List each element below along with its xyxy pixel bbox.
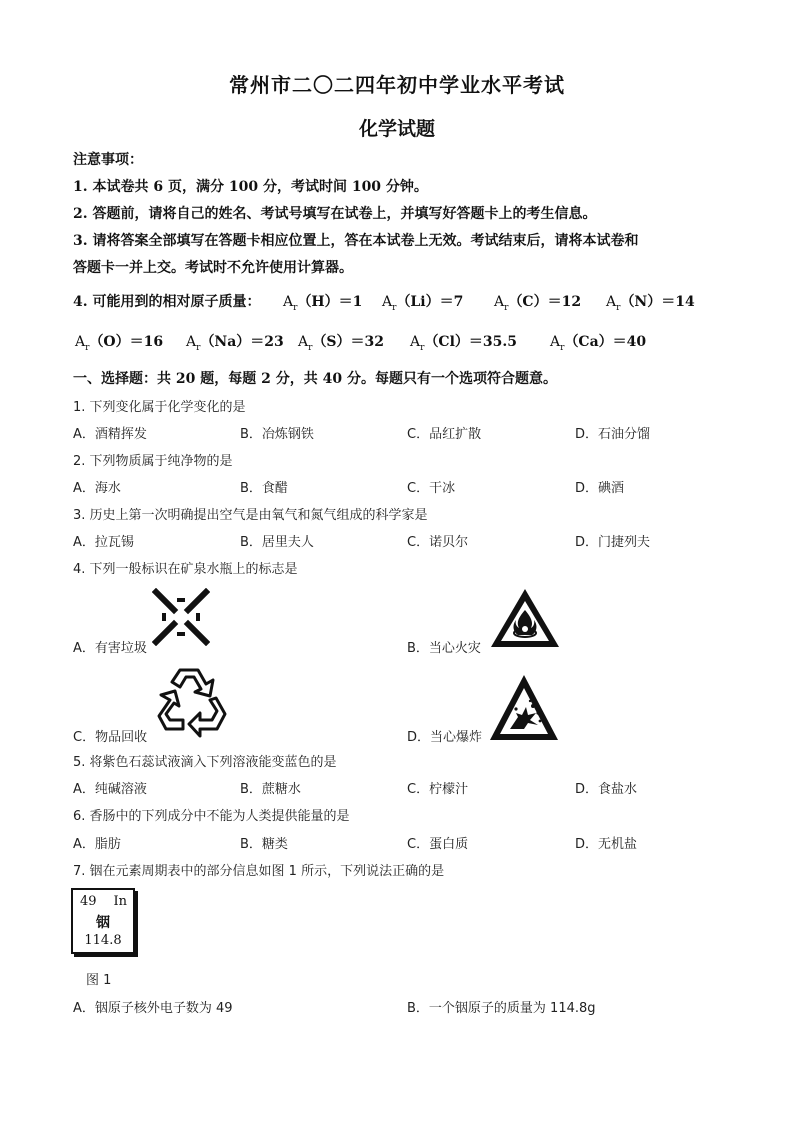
option-c: C．品红扩散 (407, 427, 482, 442)
atomic-number: 49 (80, 894, 97, 909)
option-b: B．冶炼钢铁 (240, 427, 314, 442)
option-d: D．碘酒 (575, 481, 625, 496)
exam-title: 常州市二〇二四年初中学业水平考试 (229, 73, 565, 97)
element-name: 铟 (96, 915, 110, 931)
option-a: A．拉瓦锡 (73, 535, 134, 550)
option-a: A．纯碱溶液 (73, 782, 147, 797)
option-d: D．石油分馏 (575, 427, 651, 442)
note-item: 答题卡一并上交。考试时不允许使用计算器。 (73, 260, 353, 276)
figure-caption: 图 1 (86, 973, 112, 988)
question-stem: 6. 香肠中的下列成分中不能为人类提供能量的是 (73, 809, 350, 824)
option-d: D．食盐水 (575, 782, 638, 797)
element-symbol: In (113, 894, 127, 909)
exam-subtitle: 化学试题 (358, 118, 435, 140)
atomic-mass: $A_r(Ca)=40$ (550, 334, 647, 353)
question-stem: 5. 将紫色石蕊试液滴入下列溶液能变蓝色的是 (73, 755, 337, 770)
recycle-icon (150, 662, 232, 738)
atomic-mass: $A_r(N)=14$ (606, 294, 695, 313)
option-a: A．脂肪 (73, 837, 121, 852)
atomic-mass-value: 114.8 (84, 933, 122, 948)
atomic-mass: $A_r(Li)=7$ (382, 294, 464, 313)
atomic-mass: $A_r(C)=12$ (494, 294, 582, 313)
option-c: C．诺贝尔 (407, 535, 469, 550)
option-b: B．蔗糖水 (240, 782, 301, 797)
option-c: C．干冰 (407, 481, 456, 496)
atomic-mass: $A_r(S)=32$ (298, 334, 385, 353)
option-a: A．有害垃圾 (73, 641, 147, 656)
option-b: B．糖类 (240, 837, 288, 852)
option-a: A．海水 (73, 481, 121, 496)
option-b: B．居里夫人 (240, 535, 314, 550)
question-stem: 7. 铟在元素周期表中的部分信息如图 1 所示，下列说法正确的是 (73, 864, 445, 879)
question-stem: 2. 下列物质属于纯净物的是 (73, 454, 233, 469)
option-c: C．蛋白质 (407, 837, 469, 852)
atomic-mass: $A_r(O)=16$ (75, 334, 164, 353)
note-item: 1. 本试卷共 6 页，满分 100 分，考试时间 100 分钟。 (73, 179, 428, 195)
option-a: A．酒精挥发 (73, 427, 147, 442)
element-card (71, 888, 135, 954)
question-stem: 3. 历史上第一次明确提出空气是由氧气和氮气组成的科学家是 (73, 508, 428, 523)
atomic-mass: $A_r(Cl)=35.5$ (410, 334, 517, 353)
option-b: B．当心火灾 (407, 641, 481, 656)
fire-warning-icon (488, 586, 562, 650)
explosion-warning-icon (488, 673, 560, 743)
option-a: A．铟原子核外电子数为 49 (73, 1001, 233, 1016)
note-item: 2. 答题前，请将自己的姓名、考试号填写在试卷上，并填写好答题卡上的考生信息。 (73, 206, 597, 222)
option-d: D．门捷列夫 (575, 535, 651, 550)
option-b: B．食醋 (240, 481, 288, 496)
notes-heading: 注意事项： (73, 152, 143, 168)
note-item: 3. 请将答案全部填写在答题卡相应位置上，答在本试卷上无效。考试结束后，请将本试卷和 (73, 233, 639, 249)
note-item: 4. 可能用到的相对原子质量： (73, 294, 261, 310)
option-b: B．一个铟原子的质量为 114.8g (407, 1001, 596, 1016)
question-stem: 1. 下列变化属于化学变化的是 (73, 400, 246, 415)
question-stem: 4. 下列一般标识在矿泉水瓶上的标志是 (73, 562, 298, 577)
hazardous-waste-icon (152, 588, 210, 646)
atomic-mass: $A_r(Na)=23$ (186, 334, 284, 353)
option-d: D．当心爆炸 (407, 730, 483, 745)
option-c: C．物品回收 (73, 730, 148, 745)
atomic-mass: $A_r(H)=1$ (283, 294, 363, 313)
option-c: C．柠檬汁 (407, 782, 469, 797)
option-d: D．无机盐 (575, 837, 638, 852)
section-heading: 一、选择题：共 20 题，每题 2 分，共 40 分。每题只有一个选项符合题意。 (73, 371, 557, 387)
